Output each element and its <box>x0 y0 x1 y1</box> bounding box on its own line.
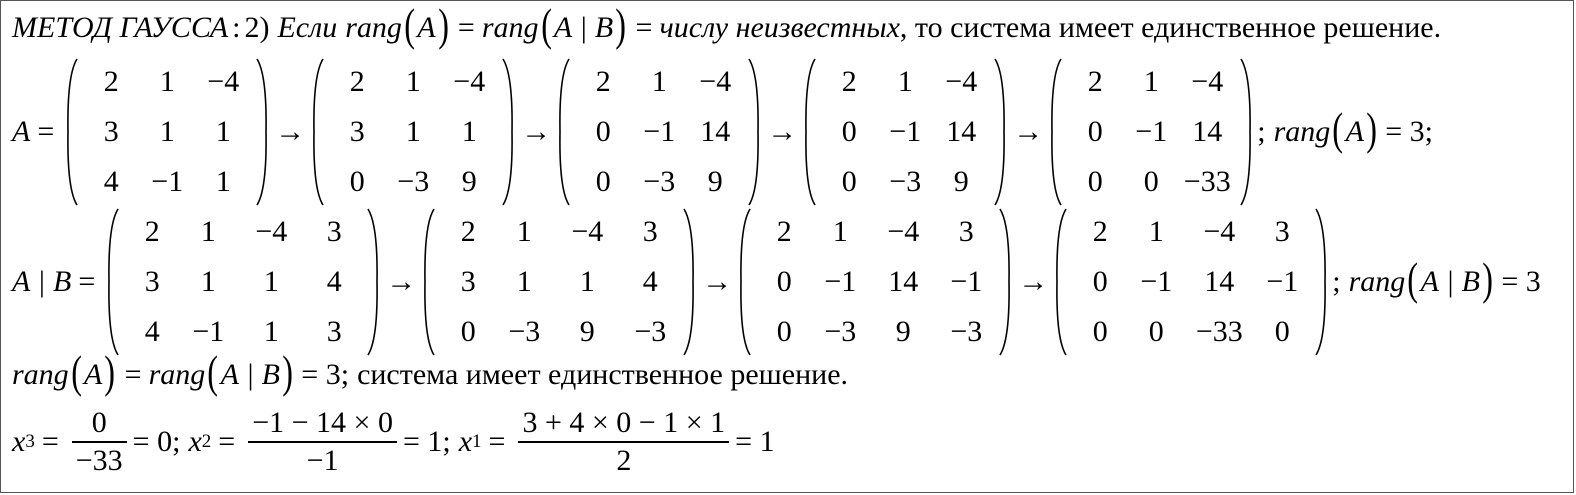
matrix-cell: 1 <box>159 115 175 148</box>
matrix-cell: −4 <box>255 215 288 248</box>
x2-variable: x <box>188 424 202 458</box>
matrix-cell: 4 <box>144 315 160 348</box>
matrix-cell: 4 <box>103 165 119 198</box>
matrix-cell: 3 <box>958 215 974 248</box>
matrix-cell: 3 <box>326 315 342 348</box>
matrix-cell: −3 <box>397 165 430 198</box>
matrix-cell: 2 <box>776 215 792 248</box>
matrix-a-line: A = 2 1 −4 3 1 1 4 −1 1 → 2 1 −4 3 1 1 0 −3 9 → 2 1 −4 0 −1 14 0 −3 9 → 2 1 −4 0 −1 14 0 −3 9 → 2 1 −4 0 −1 14 0 0 −33 ; rang ( A ) = 3; <box>12 57 1433 207</box>
matrix-1 <box>65 57 269 207</box>
matrix-cell: −3 <box>643 165 676 198</box>
matrix-cell: 0 <box>595 165 611 198</box>
matrix-cell: 0 <box>841 115 857 148</box>
matrix-cell: 0 <box>595 115 611 148</box>
matrix-cell: 0 <box>1143 165 1159 198</box>
matrix-cell: 9 <box>579 315 595 348</box>
x1-numerator: 3 + 4 × 0 − 1 × 1 <box>522 406 726 439</box>
x3-numerator: 0 <box>91 406 107 439</box>
x2-numerator: −1 − 14 × 0 <box>252 406 393 439</box>
matrix-cell: 1 <box>215 115 231 148</box>
matrix-cell: 0 <box>460 315 476 348</box>
rank-ab-value: = 3 <box>1501 265 1541 298</box>
equals-sign: = <box>635 11 653 44</box>
matrix-cell: 14 <box>946 115 977 148</box>
right-bracket <box>747 57 761 207</box>
matrix-cell: 1 <box>1148 215 1164 248</box>
left-bracket <box>422 207 436 357</box>
matrix-cell: 2 <box>1092 215 1108 248</box>
x1-variable: x <box>458 424 473 458</box>
matrix-cell: 1 <box>651 65 667 98</box>
matrix-cell: 1 <box>215 165 231 198</box>
matrix-2 <box>422 207 696 357</box>
matrix-cell: −33 <box>1195 315 1243 348</box>
rang-label: rang <box>1348 265 1406 298</box>
semicolon: ; <box>1257 115 1266 148</box>
matrix-ab-label: A | B <box>12 265 72 298</box>
matrix-a-label: A <box>12 115 31 148</box>
equals-sign: = <box>124 358 142 391</box>
matrix-4 <box>803 57 1007 207</box>
matrix-cell: 3 <box>460 265 476 298</box>
matrix-cell: −1 <box>1135 115 1168 148</box>
matrix-cell: 2 <box>460 215 476 248</box>
colon: : <box>232 11 241 44</box>
arrow-icon: → <box>767 115 798 148</box>
left-bracket <box>1049 57 1063 207</box>
left-bracket <box>803 57 817 207</box>
matrix-cell: 0 <box>1092 315 1108 348</box>
arrow-icon: → <box>521 115 552 148</box>
rank-a-value: = 3; <box>1385 115 1434 148</box>
matrix-cell: −1 <box>1266 265 1299 298</box>
matrix-cell: −3 <box>950 315 983 348</box>
matrix-cell: −4 <box>887 215 920 248</box>
matrix-ab-line: A | B = 2 1 −4 3 3 1 1 4 4 −1 1 3 → 2 1 −4 3 3 1 1 4 0 −3 9 −3 → 2 1 −4 3 0 −1 14 −1 0 −3 9 −3 → 2 1 −4 3 0 −1 14 −1 0 0 −33 0 ; rang ( A | B ) = 3 <box>12 207 1541 357</box>
rang-arg-ab: A | B <box>220 358 280 391</box>
matrix-cell: 2 <box>841 65 857 98</box>
matrix-cell: 3 <box>349 115 365 148</box>
right-bracket <box>998 207 1012 357</box>
equals-sign: = <box>488 424 506 458</box>
matrix-cell: 3 <box>326 215 342 248</box>
matrix-cell: −4 <box>1191 65 1224 98</box>
matrix-cell: −1 <box>889 115 922 148</box>
x3-subscript: 3 <box>25 430 35 452</box>
matrix-cell: 14 <box>888 265 919 298</box>
matrix-3 <box>557 57 761 207</box>
rang-arg-ab: A | B <box>553 11 614 44</box>
matrix-3 <box>738 207 1012 357</box>
conclusion-line: rang ( A ) = rang ( A | B ) = 3; система имеет единственное решение. <box>12 346 849 397</box>
x1-subscript: 1 <box>472 430 482 452</box>
x2-result: = 1; <box>402 424 451 458</box>
arrow-icon: → <box>1018 265 1049 298</box>
rang-label: rang <box>481 11 539 44</box>
x2-denominator: −1 <box>306 443 339 477</box>
arrow-icon: → <box>1013 115 1044 148</box>
matrix-cell: −4 <box>699 65 732 98</box>
matrix-cell: 2 <box>144 215 160 248</box>
matrix-cell: −1 <box>1140 265 1173 298</box>
matrix-cell: 0 <box>1087 115 1103 148</box>
matrix-cell: −1 <box>643 115 676 148</box>
matrix-cell: 3 <box>144 265 160 298</box>
matrix-cell: 9 <box>895 315 911 348</box>
matrix-cell: 14 <box>1192 115 1223 148</box>
matrix-cell: 1 <box>159 65 175 98</box>
matrix-cell: −4 <box>453 65 486 98</box>
matrix-4 <box>1054 207 1328 357</box>
matrix-1 <box>106 207 380 357</box>
matrix-cell: 3 <box>1274 215 1290 248</box>
matrix-cell: 2 <box>103 65 119 98</box>
matrix-cell: 1 <box>516 215 532 248</box>
matrix-cell: 1 <box>461 115 477 148</box>
rank-value: = 3; <box>301 358 350 391</box>
heading-tail-text: , то система имеет единственное решение. <box>899 11 1442 44</box>
matrix-cell: 2 <box>1087 65 1103 98</box>
arrow-icon: → <box>702 265 733 298</box>
matrix-cell: 0 <box>841 165 857 198</box>
left-bracket <box>65 57 79 207</box>
matrix-cell: −1 <box>151 165 184 198</box>
left-bracket <box>1054 207 1068 357</box>
right-bracket <box>682 207 696 357</box>
matrix-cell: 0 <box>1092 265 1108 298</box>
rang-arg-a: A <box>417 11 436 44</box>
rang-label: rang <box>12 358 69 391</box>
rang-label: rang <box>345 11 402 44</box>
equals-sign: = <box>78 265 96 298</box>
matrix-cell: −3 <box>889 165 922 198</box>
matrix-cell: 1 <box>263 265 279 298</box>
semicolon: ; <box>1332 265 1341 298</box>
x3-result: = 0; <box>132 424 181 458</box>
matrix-cell: −4 <box>207 65 240 98</box>
x1-result: = 1 <box>735 424 775 458</box>
x3-variable: x <box>12 424 26 458</box>
matrix-cell: 2 <box>349 65 365 98</box>
matrix-cell: 14 <box>700 115 731 148</box>
matrix-cell: 3 <box>642 215 658 248</box>
matrix-cell: −3 <box>508 315 541 348</box>
if-word: Если <box>277 11 338 44</box>
matrix-cell: 1 <box>263 315 279 348</box>
arrow-icon: → <box>275 115 306 148</box>
rang-arg-a: A <box>84 358 103 391</box>
x2-subscript: 2 <box>201 430 212 452</box>
right-bracket <box>501 57 515 207</box>
matrix-cell: 1 <box>832 215 848 248</box>
conclusion-text: система имеет единственное решение. <box>357 358 849 391</box>
matrix-cell: 9 <box>461 165 477 198</box>
equals-sign: = <box>218 424 236 458</box>
matrix-cell: −33 <box>1183 165 1231 198</box>
matrix-5 <box>1049 57 1253 207</box>
matrix-cell: 14 <box>1204 265 1235 298</box>
matrix-cell: 1 <box>405 65 421 98</box>
matrix-cell: −1 <box>192 315 225 348</box>
right-bracket <box>366 207 380 357</box>
x2-fraction <box>248 405 397 479</box>
matrix-cell: −4 <box>945 65 978 98</box>
matrix-cell: 1 <box>516 265 532 298</box>
matrix-cell: −3 <box>634 315 667 348</box>
x3-fraction <box>72 405 127 479</box>
matrix-cell: 4 <box>642 265 658 298</box>
matrix-cell: 0 <box>1274 315 1290 348</box>
matrix-cell: 0 <box>776 315 792 348</box>
matrix-cell: −1 <box>824 265 857 298</box>
matrix-cell: −1 <box>950 265 983 298</box>
matrix-cell: 1 <box>200 215 216 248</box>
rang-arg-ab: A | B <box>1420 265 1480 298</box>
equals-sign: = <box>41 424 59 458</box>
left-bracket <box>557 57 571 207</box>
matrix-cell: 1 <box>897 65 913 98</box>
x3-denominator: −33 <box>75 443 123 477</box>
right-bracket <box>993 57 1007 207</box>
x1-denominator: 2 <box>616 443 632 477</box>
right-bracket <box>1239 57 1253 207</box>
arrow-icon: → <box>386 265 417 298</box>
matrix-cell: 1 <box>200 265 216 298</box>
matrix-cell: −4 <box>1203 215 1236 248</box>
matrix-cell: 0 <box>349 165 365 198</box>
left-bracket <box>738 207 752 357</box>
equals-sign: = <box>37 115 55 148</box>
method-title: МЕТОД ГАУССА <box>12 11 229 44</box>
matrix-cell: 4 <box>326 265 342 298</box>
rang-arg-a: A <box>1345 115 1364 148</box>
x1-fraction <box>518 405 729 479</box>
matrix-cell: 0 <box>776 265 792 298</box>
matrix-2 <box>311 57 515 207</box>
solution-line <box>12 405 775 479</box>
matrix-cell: 2 <box>595 65 611 98</box>
matrix-cell: 9 <box>707 165 723 198</box>
matrix-cell: 1 <box>1143 65 1159 98</box>
unknowns-text: числу неизвестных <box>659 11 900 44</box>
item-number: 2) <box>244 11 270 44</box>
matrix-cell: 0 <box>1148 315 1164 348</box>
left-bracket <box>311 57 325 207</box>
matrix-cell: 1 <box>405 115 421 148</box>
equals-sign: = <box>457 11 475 44</box>
heading-line: МЕТОД ГАУССА : 2) Если rang ( A ) = rang ( A | B ) = числу неизвестных , то система имеет единственное решение. <box>12 0 1442 50</box>
rang-label: rang <box>1273 115 1331 148</box>
matrix-cell: 0 <box>1087 165 1103 198</box>
right-bracket <box>1314 207 1328 357</box>
right-bracket <box>255 57 269 207</box>
matrix-cell: −4 <box>571 215 604 248</box>
matrix-cell: 9 <box>953 165 969 198</box>
left-bracket <box>106 207 120 357</box>
matrix-cell: 1 <box>579 265 595 298</box>
matrix-cell: −3 <box>824 315 857 348</box>
rang-label: rang <box>148 358 206 391</box>
matrix-cell: 3 <box>103 115 119 148</box>
